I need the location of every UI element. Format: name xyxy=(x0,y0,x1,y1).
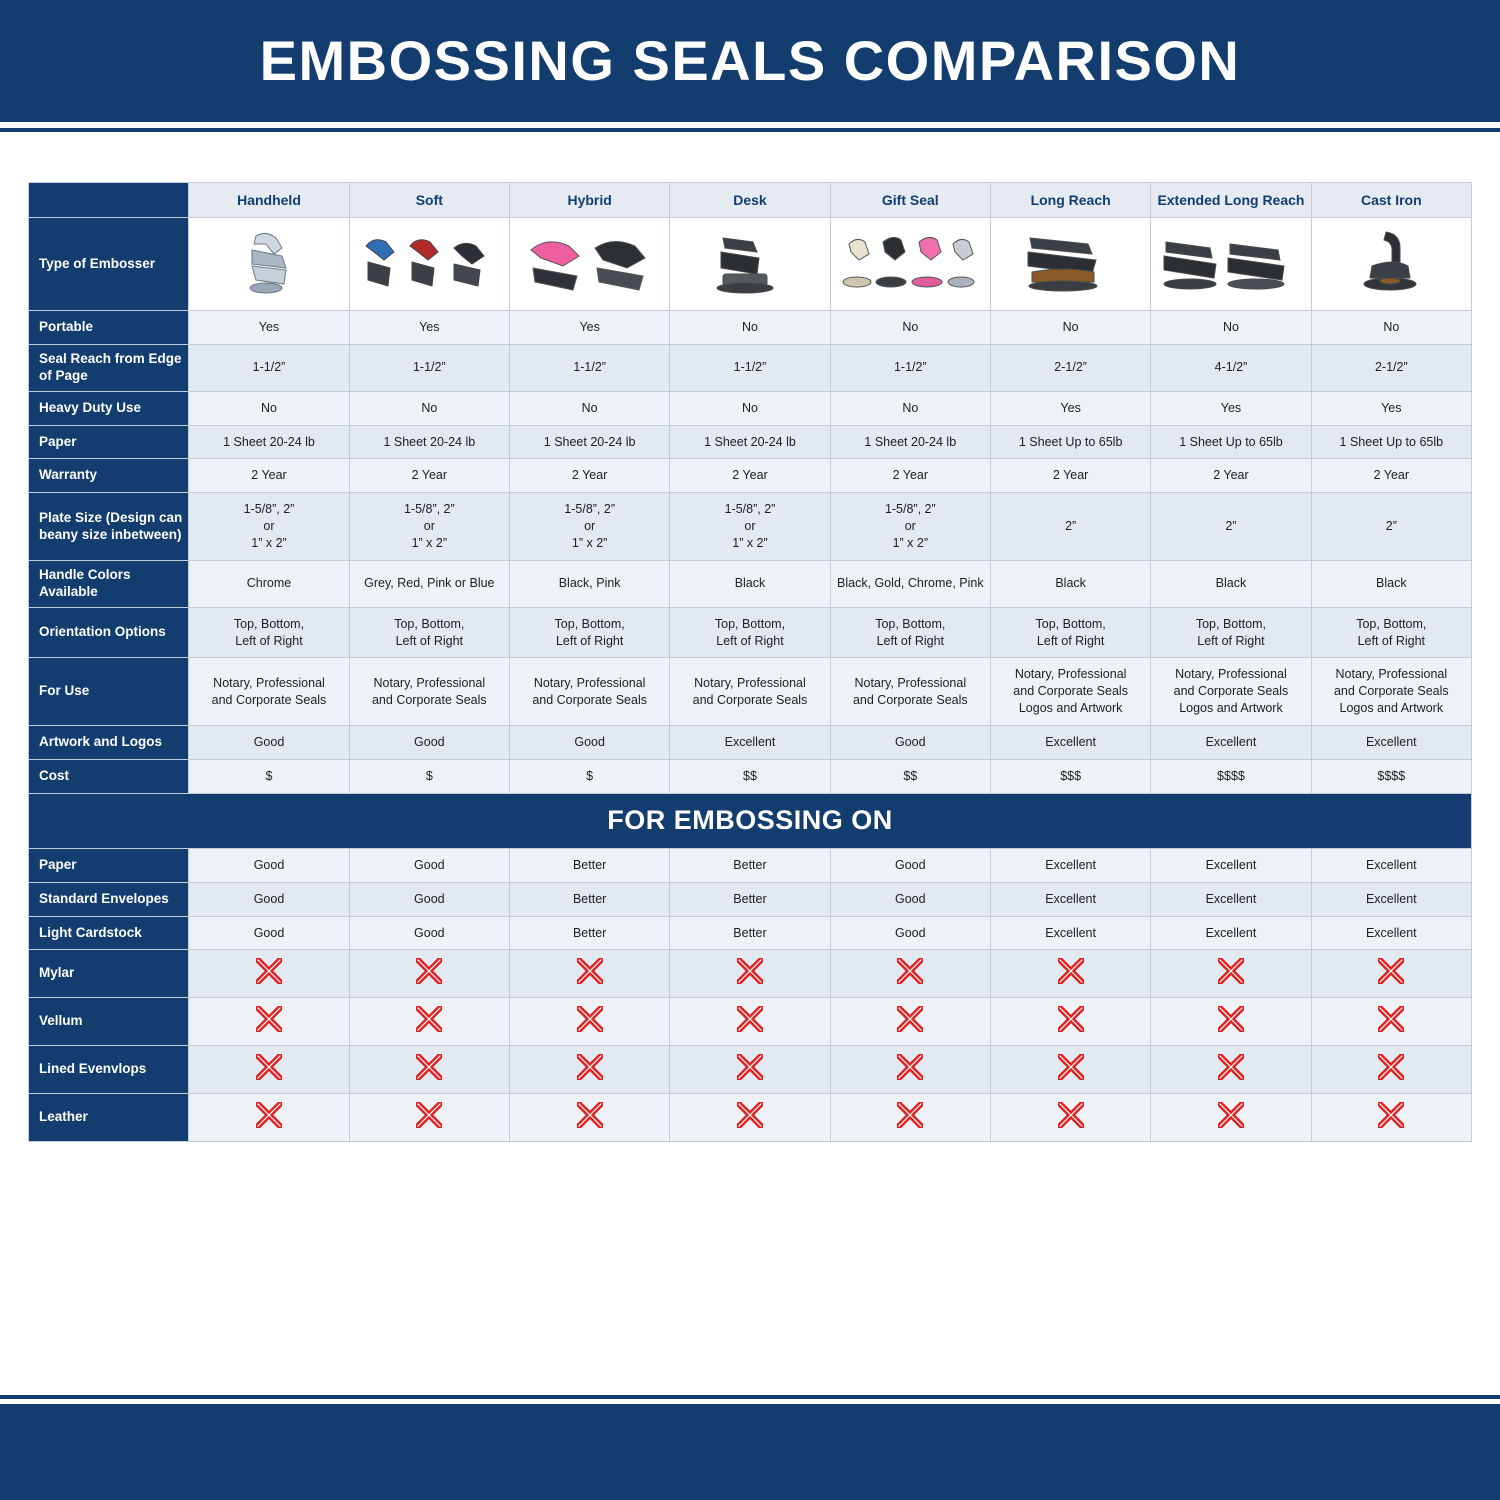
row-label-3: Paper xyxy=(29,425,189,459)
cell-r4-c5: 2 Year xyxy=(990,459,1150,493)
cell-r3-c2: 1 Sheet 20-24 lb xyxy=(509,425,669,459)
embossing-cell-r5-c1 xyxy=(349,1046,509,1094)
x-mark-icon xyxy=(897,958,923,984)
cell-r1-c0: 1-1/2” xyxy=(189,344,349,391)
embossing-cell-r5-c4 xyxy=(830,1046,990,1094)
cell-r3-c4: 1 Sheet 20-24 lb xyxy=(830,425,990,459)
cell-r3-c0: 1 Sheet 20-24 lb xyxy=(189,425,349,459)
embossing-cell-r3-c6 xyxy=(1151,950,1311,998)
x-mark-icon xyxy=(1058,1006,1084,1032)
cell-r4-c1: 2 Year xyxy=(349,459,509,493)
cell-r4-c2: 2 Year xyxy=(509,459,669,493)
embossing-cell-r1-c4: Good xyxy=(830,882,990,916)
row-label-4: Warranty xyxy=(29,459,189,493)
x-mark-icon xyxy=(1058,1102,1084,1128)
cell-r6-c2: Black, Pink xyxy=(509,560,669,607)
table-row xyxy=(29,759,1472,793)
column-header-1: Soft xyxy=(349,183,509,218)
cell-r0-c4: No xyxy=(830,311,990,345)
page-title: EMBOSSING SEALS COMPARISON xyxy=(259,29,1241,92)
long-reach-embosser-photo xyxy=(990,218,1150,311)
embossing-cell-r4-c7 xyxy=(1311,998,1471,1046)
cell-r6-c3: Black xyxy=(670,560,830,607)
x-mark-icon xyxy=(737,1054,763,1080)
table-row xyxy=(29,916,1472,950)
extended-long-reach-embosser-photo xyxy=(1151,218,1311,311)
cell-r9-c6: Excellent xyxy=(1151,726,1311,760)
table-row xyxy=(29,344,1472,391)
for-embossing-on-banner: FOR EMBOSSING ON xyxy=(29,793,1472,848)
x-mark-icon xyxy=(737,1006,763,1032)
embossing-cell-r0-c0: Good xyxy=(189,848,349,882)
x-mark-icon xyxy=(416,958,442,984)
embossing-cell-r2-c0: Good xyxy=(189,916,349,950)
cell-r3-c5: 1 Sheet Up to 65lb xyxy=(990,425,1150,459)
cell-r1-c6: 4-1/2” xyxy=(1151,344,1311,391)
x-mark-icon xyxy=(897,1102,923,1128)
embossing-cell-r0-c2: Better xyxy=(509,848,669,882)
embossing-cell-r1-c5: Excellent xyxy=(990,882,1150,916)
handheld-embosser-photo xyxy=(189,218,349,311)
cell-r8-c0: Notary, Professional and Corporate Seals xyxy=(189,658,349,726)
header-divider-bottom xyxy=(0,128,1500,132)
cell-r8-c4: Notary, Professional and Corporate Seals xyxy=(830,658,990,726)
cell-r5-c5: 2” xyxy=(990,493,1150,561)
embossing-row-label-4: Vellum xyxy=(29,998,189,1046)
cell-r4-c4: 2 Year xyxy=(830,459,990,493)
cell-r0-c0: Yes xyxy=(189,311,349,345)
cell-r0-c5: No xyxy=(990,311,1150,345)
cell-r6-c5: Black xyxy=(990,560,1150,607)
embossing-cell-r1-c1: Good xyxy=(349,882,509,916)
cast-iron-embosser-photo xyxy=(1311,218,1471,311)
cell-r2-c6: Yes xyxy=(1151,391,1311,425)
embossing-cell-r2-c5: Excellent xyxy=(990,916,1150,950)
cell-r4-c3: 2 Year xyxy=(670,459,830,493)
column-header-7: Cast Iron xyxy=(1311,183,1471,218)
x-mark-icon xyxy=(1218,1006,1244,1032)
x-mark-icon xyxy=(1058,1054,1084,1080)
embossing-cell-r6-c1 xyxy=(349,1094,509,1142)
embossing-cell-r2-c6: Excellent xyxy=(1151,916,1311,950)
embossing-cell-r6-c5 xyxy=(990,1094,1150,1142)
row-label-1: Seal Reach from Edge of Page xyxy=(29,344,189,391)
cell-r7-c3: Top, Bottom, Left of Right xyxy=(670,607,830,658)
embossing-cell-r6-c6 xyxy=(1151,1094,1311,1142)
cell-r3-c3: 1 Sheet 20-24 lb xyxy=(670,425,830,459)
cell-r3-c1: 1 Sheet 20-24 lb xyxy=(349,425,509,459)
embossing-cell-r6-c0 xyxy=(189,1094,349,1142)
embossing-cell-r4-c0 xyxy=(189,998,349,1046)
cell-r2-c4: No xyxy=(830,391,990,425)
column-header-5: Long Reach xyxy=(990,183,1150,218)
cell-r6-c6: Black xyxy=(1151,560,1311,607)
row-label-8: For Use xyxy=(29,658,189,726)
embossing-cell-r4-c1 xyxy=(349,998,509,1046)
embossing-cell-r2-c7: Excellent xyxy=(1311,916,1471,950)
row-label-10: Cost xyxy=(29,759,189,793)
table-row xyxy=(29,950,1472,998)
cell-r10-c2: $ xyxy=(509,759,669,793)
desk-embosser-photo xyxy=(670,218,830,311)
cell-r3-c7: 1 Sheet Up to 65lb xyxy=(1311,425,1471,459)
x-mark-icon xyxy=(577,1006,603,1032)
cell-r1-c3: 1-1/2” xyxy=(670,344,830,391)
page-footer xyxy=(0,1404,1500,1500)
cell-r1-c4: 1-1/2” xyxy=(830,344,990,391)
table-header-row xyxy=(29,183,1472,218)
table-row xyxy=(29,607,1472,658)
embossing-cell-r2-c1: Good xyxy=(349,916,509,950)
table-row xyxy=(29,311,1472,345)
x-mark-icon xyxy=(416,1006,442,1032)
embossing-row-label-3: Mylar xyxy=(29,950,189,998)
embossing-cell-r1-c2: Better xyxy=(509,882,669,916)
cell-r5-c7: 2” xyxy=(1311,493,1471,561)
row-label-type-of-embosser: Type of Embosser xyxy=(29,218,189,311)
cell-r9-c1: Good xyxy=(349,726,509,760)
cell-r0-c6: No xyxy=(1151,311,1311,345)
table-row xyxy=(29,493,1472,561)
embossing-cell-r0-c1: Good xyxy=(349,848,509,882)
cell-r9-c2: Good xyxy=(509,726,669,760)
cell-r10-c4: $$ xyxy=(830,759,990,793)
cell-r9-c7: Excellent xyxy=(1311,726,1471,760)
x-mark-icon xyxy=(1218,1054,1244,1080)
x-mark-icon xyxy=(737,958,763,984)
embossing-cell-r3-c7 xyxy=(1311,950,1471,998)
embossing-cell-r4-c6 xyxy=(1151,998,1311,1046)
table-row xyxy=(29,459,1472,493)
embossing-row-label-0: Paper xyxy=(29,848,189,882)
embossing-cell-r6-c7 xyxy=(1311,1094,1471,1142)
column-header-0: Handheld xyxy=(189,183,349,218)
embossing-cell-r1-c3: Better xyxy=(670,882,830,916)
row-label-9: Artwork and Logos xyxy=(29,726,189,760)
embossing-cell-r0-c7: Excellent xyxy=(1311,848,1471,882)
table-row xyxy=(29,425,1472,459)
cell-r4-c6: 2 Year xyxy=(1151,459,1311,493)
x-mark-icon xyxy=(256,958,282,984)
embossing-cell-r0-c6: Excellent xyxy=(1151,848,1311,882)
embossing-cell-r4-c4 xyxy=(830,998,990,1046)
cell-r2-c7: Yes xyxy=(1311,391,1471,425)
x-mark-icon xyxy=(897,1006,923,1032)
cell-r8-c2: Notary, Professional and Corporate Seals xyxy=(509,658,669,726)
x-mark-icon xyxy=(897,1054,923,1080)
page-header xyxy=(0,0,1500,122)
cell-r5-c1: 1-5/8”, 2” or 1” x 2” xyxy=(349,493,509,561)
cell-r9-c4: Good xyxy=(830,726,990,760)
table-row xyxy=(29,1094,1472,1142)
embossing-cell-r6-c4 xyxy=(830,1094,990,1142)
cell-r8-c3: Notary, Professional and Corporate Seals xyxy=(670,658,830,726)
column-header-2: Hybrid xyxy=(509,183,669,218)
x-mark-icon xyxy=(1378,958,1404,984)
cell-r0-c1: Yes xyxy=(349,311,509,345)
cell-r7-c7: Top, Bottom, Left of Right xyxy=(1311,607,1471,658)
table-row xyxy=(29,560,1472,607)
cell-r10-c6: $$$$ xyxy=(1151,759,1311,793)
embossing-cell-r0-c4: Good xyxy=(830,848,990,882)
embossing-cell-r3-c0 xyxy=(189,950,349,998)
embossing-cell-r4-c2 xyxy=(509,998,669,1046)
gift-seal-embosser-photo xyxy=(830,218,990,311)
embossing-row-label-6: Leather xyxy=(29,1094,189,1142)
embossing-row-label-1: Standard Envelopes xyxy=(29,882,189,916)
cell-r4-c7: 2 Year xyxy=(1311,459,1471,493)
x-mark-icon xyxy=(1378,1006,1404,1032)
cell-r10-c5: $$$ xyxy=(990,759,1150,793)
cell-r3-c6: 1 Sheet Up to 65lb xyxy=(1151,425,1311,459)
cell-r7-c1: Top, Bottom, Left of Right xyxy=(349,607,509,658)
section-banner-row xyxy=(29,793,1472,848)
table-row xyxy=(29,726,1472,760)
cell-r1-c1: 1-1/2” xyxy=(349,344,509,391)
cell-r8-c1: Notary, Professional and Corporate Seals xyxy=(349,658,509,726)
hybrid-embosser-photo xyxy=(509,218,669,311)
cell-r0-c7: No xyxy=(1311,311,1471,345)
cell-r7-c0: Top, Bottom, Left of Right xyxy=(189,607,349,658)
column-header-6: Extended Long Reach xyxy=(1151,183,1311,218)
embossing-cell-r4-c5 xyxy=(990,998,1150,1046)
row-label-5: Plate Size (Design can beany size inbetween) xyxy=(29,493,189,561)
embossing-cell-r5-c2 xyxy=(509,1046,669,1094)
x-mark-icon xyxy=(256,1006,282,1032)
cell-r2-c1: No xyxy=(349,391,509,425)
x-mark-icon xyxy=(256,1102,282,1128)
embossing-cell-r1-c7: Excellent xyxy=(1311,882,1471,916)
x-mark-icon xyxy=(1058,958,1084,984)
cell-r2-c0: No xyxy=(189,391,349,425)
cell-r10-c1: $ xyxy=(349,759,509,793)
embossing-cell-r3-c3 xyxy=(670,950,830,998)
cell-r2-c3: No xyxy=(670,391,830,425)
embossing-cell-r5-c7 xyxy=(1311,1046,1471,1094)
table-row xyxy=(29,998,1472,1046)
embossing-cell-r2-c2: Better xyxy=(509,916,669,950)
table-row xyxy=(29,848,1472,882)
x-mark-icon xyxy=(577,958,603,984)
x-mark-icon xyxy=(577,1102,603,1128)
x-mark-icon xyxy=(1378,1102,1404,1128)
column-header-3: Desk xyxy=(670,183,830,218)
cell-r1-c7: 2-1/2” xyxy=(1311,344,1471,391)
embossing-cell-r1-c0: Good xyxy=(189,882,349,916)
embossing-cell-r3-c2 xyxy=(509,950,669,998)
table-row xyxy=(29,391,1472,425)
cell-r5-c6: 2” xyxy=(1151,493,1311,561)
cell-r10-c3: $$ xyxy=(670,759,830,793)
cell-r9-c5: Excellent xyxy=(990,726,1150,760)
cell-r9-c0: Good xyxy=(189,726,349,760)
x-mark-icon xyxy=(737,1102,763,1128)
table-row xyxy=(29,658,1472,726)
cell-r5-c0: 1-5/8”, 2” or 1” x 2” xyxy=(189,493,349,561)
cell-r10-c0: $ xyxy=(189,759,349,793)
x-mark-icon xyxy=(1218,958,1244,984)
embossing-cell-r5-c3 xyxy=(670,1046,830,1094)
cell-r1-c2: 1-1/2” xyxy=(509,344,669,391)
x-mark-icon xyxy=(1378,1054,1404,1080)
soft-embosser-photo xyxy=(349,218,509,311)
embosser-image-row xyxy=(29,218,1472,311)
table-row xyxy=(29,882,1472,916)
embossing-cell-r3-c4 xyxy=(830,950,990,998)
embossing-cell-r3-c1 xyxy=(349,950,509,998)
cell-r2-c2: No xyxy=(509,391,669,425)
embossing-cell-r5-c0 xyxy=(189,1046,349,1094)
cell-r7-c2: Top, Bottom, Left of Right xyxy=(509,607,669,658)
embossing-row-label-5: Lined Evenvlops xyxy=(29,1046,189,1094)
comparison-table xyxy=(28,182,1472,1142)
embossing-cell-r6-c2 xyxy=(509,1094,669,1142)
cell-r0-c2: Yes xyxy=(509,311,669,345)
cell-r5-c4: 1-5/8”, 2” or 1” x 2” xyxy=(830,493,990,561)
embossing-cell-r3-c5 xyxy=(990,950,1150,998)
row-label-0: Portable xyxy=(29,311,189,345)
cell-r7-c4: Top, Bottom, Left of Right xyxy=(830,607,990,658)
embossing-cell-r4-c3 xyxy=(670,998,830,1046)
table-row xyxy=(29,1046,1472,1094)
cell-r5-c3: 1-5/8”, 2” or 1” x 2” xyxy=(670,493,830,561)
cell-r1-c5: 2-1/2” xyxy=(990,344,1150,391)
x-mark-icon xyxy=(416,1054,442,1080)
x-mark-icon xyxy=(577,1054,603,1080)
cell-r9-c3: Excellent xyxy=(670,726,830,760)
cell-r8-c7: Notary, Professional and Corporate Seals Logos and Artwork xyxy=(1311,658,1471,726)
column-header-4: Gift Seal xyxy=(830,183,990,218)
embossing-cell-r2-c4: Good xyxy=(830,916,990,950)
embossing-cell-r5-c6 xyxy=(1151,1046,1311,1094)
cell-r10-c7: $$$$ xyxy=(1311,759,1471,793)
embossing-cell-r6-c3 xyxy=(670,1094,830,1142)
embossing-row-label-2: Light Cardstock xyxy=(29,916,189,950)
row-label-6: Handle Colors Available xyxy=(29,560,189,607)
cell-r6-c0: Chrome xyxy=(189,560,349,607)
comparison-table-container xyxy=(28,182,1472,1142)
cell-r6-c7: Black xyxy=(1311,560,1471,607)
x-mark-icon xyxy=(256,1054,282,1080)
embossing-cell-r0-c5: Excellent xyxy=(990,848,1150,882)
cell-r8-c6: Notary, Professional and Corporate Seals Logos and Artwork xyxy=(1151,658,1311,726)
cell-r6-c1: Grey, Red, Pink or Blue xyxy=(349,560,509,607)
embossing-cell-r0-c3: Better xyxy=(670,848,830,882)
cell-r6-c4: Black, Gold, Chrome, Pink xyxy=(830,560,990,607)
row-label-7: Orientation Options xyxy=(29,607,189,658)
comparison-table-body xyxy=(29,183,1472,1142)
row-label-2: Heavy Duty Use xyxy=(29,391,189,425)
cell-r7-c6: Top, Bottom, Left of Right xyxy=(1151,607,1311,658)
table-corner-cell xyxy=(29,183,189,218)
embossing-cell-r1-c6: Excellent xyxy=(1151,882,1311,916)
x-mark-icon xyxy=(416,1102,442,1128)
cell-r2-c5: Yes xyxy=(990,391,1150,425)
embossing-cell-r5-c5 xyxy=(990,1046,1150,1094)
cell-r8-c5: Notary, Professional and Corporate Seals Logos and Artwork xyxy=(990,658,1150,726)
cell-r7-c5: Top, Bottom, Left of Right xyxy=(990,607,1150,658)
x-mark-icon xyxy=(1218,1102,1244,1128)
embossing-cell-r2-c3: Better xyxy=(670,916,830,950)
cell-r4-c0: 2 Year xyxy=(189,459,349,493)
cell-r5-c2: 1-5/8”, 2” or 1” x 2” xyxy=(509,493,669,561)
cell-r0-c3: No xyxy=(670,311,830,345)
